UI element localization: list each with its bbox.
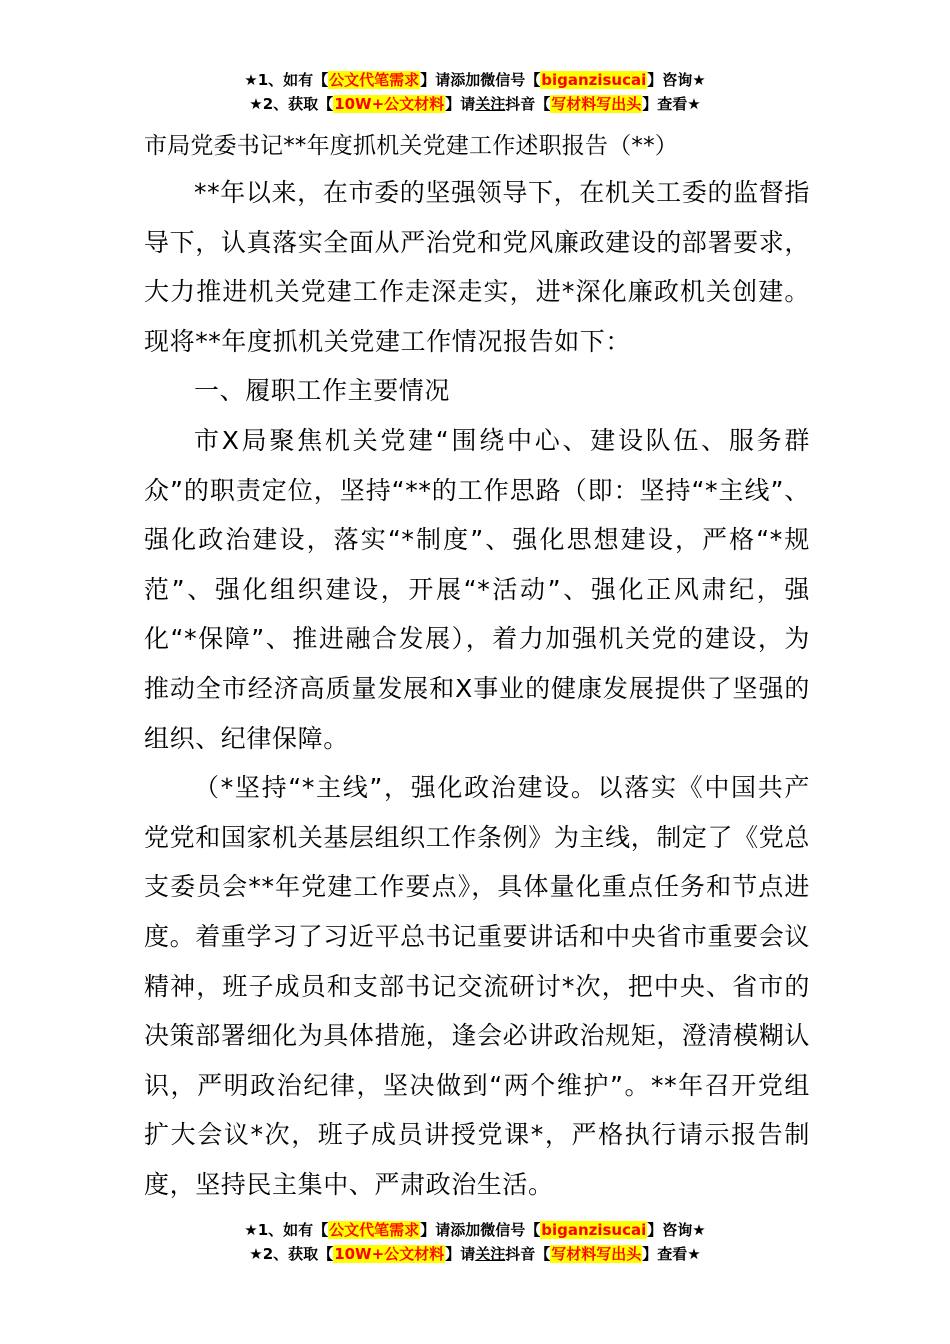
banner-text: 】查看★ — [642, 95, 701, 113]
section-heading: 一、履职工作主要情况 — [194, 376, 451, 406]
section-paragraph: 市X局聚焦机关党建“围绕中心、建设队伍、服务群众”的职责定位，坚持“**的工作思路（即：坚持“*主线”、强化政治建设，落实“*制度”、强化思想建设，严格“*规范”、强化组织建设，开展“*活动”、强化正风肃纪，强化“*保障”、推进融合发展），着力加强机关党的建设，为推动全市经济高质量发展和X事业的健康发展提供了坚强的组织、纪律保障。 — [144, 425, 810, 753]
banner-highlight: biganzisucai — [541, 71, 647, 89]
banner-text: ★1、如有【 — [244, 71, 329, 89]
banner-text: 】查看★ — [642, 1245, 701, 1263]
banner-text: ★2、获取【 — [249, 1245, 334, 1263]
banner-line-2 — [0, 1242, 950, 1266]
banner-text: 】请 — [445, 1245, 476, 1263]
header-banner — [0, 68, 950, 116]
banner-highlight: 10W+公文材料 — [334, 1245, 445, 1263]
banner-line-1 — [0, 68, 950, 92]
banner-text: 】咨询★ — [647, 71, 706, 89]
document-body — [144, 124, 810, 1209]
banner-highlight: 10W+公文材料 — [334, 95, 445, 113]
document-title: 市局党委书记**年度抓机关党建工作述职报告（**） — [144, 133, 678, 159]
banner-text: 】请添加微信号【 — [420, 1221, 541, 1239]
banner-line-1 — [0, 1218, 950, 1242]
banner-text: 】请 — [445, 95, 476, 113]
banner-line-2 — [0, 92, 950, 116]
banner-text: 抖音【 — [505, 95, 551, 113]
banner-text: 】请添加微信号【 — [420, 71, 541, 89]
footer-banner — [0, 1218, 950, 1266]
banner-text: ★1、如有【 — [244, 1221, 329, 1239]
banner-highlight: 写材料写出头 — [551, 1245, 642, 1263]
banner-underlined: 关注 — [475, 1245, 506, 1263]
subsection-paragraph: （*坚持“*主线”，强化政治建设。以落实《中国共产党党和国家机关基层组织工作条例》为主线，制定了《党总支委员会**年党建工作要点》，具体量化重点任务和节点进度。着重学习了习近平总书记重要讲话和中央省市重要会议精神，班子成员和支部书记交流研讨*次，把中央、省市的决策部署细化为具体措施，逢会必讲政治规矩，澄清模糊认识，严明政治纪律，坚决做到“两个维护”。**年召开党组扩大会议*次，班子成员讲授党课*，严格执行请示报告制度，坚持民主集中、严肃政治生活。 — [144, 773, 810, 1199]
banner-highlight: 公文代笔需求 — [329, 71, 420, 89]
banner-highlight: biganzisucai — [541, 1221, 647, 1239]
banner-highlight: 公文代笔需求 — [329, 1221, 420, 1239]
banner-text: 】咨询★ — [647, 1221, 706, 1239]
banner-text: 抖音【 — [505, 1245, 551, 1263]
banner-highlight: 写材料写出头 — [551, 95, 642, 113]
banner-text: ★2、获取【 — [249, 95, 334, 113]
banner-underlined: 关注 — [475, 95, 506, 113]
intro-paragraph: **年以来，在市委的坚强领导下，在机关工委的监督指导下，认真落实全面从严治党和党风廉政建设的部署要求，大力推进机关党建工作走深走实，进*深化廉政机关创建。现将**年度抓机关党建工作情况报告如下： — [144, 178, 810, 356]
